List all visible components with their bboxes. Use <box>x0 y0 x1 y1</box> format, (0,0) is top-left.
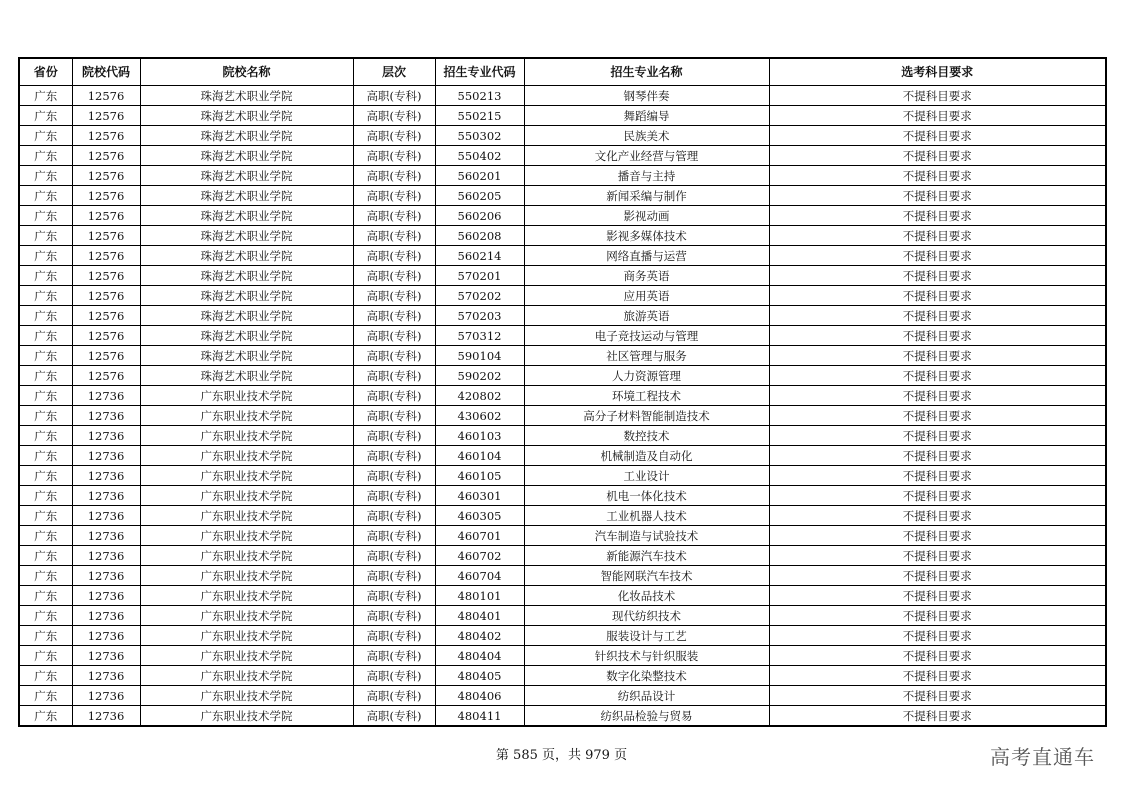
table-row <box>19 406 1106 426</box>
province-cell: 广东 <box>19 86 72 106</box>
major-code-cell: 460105 <box>435 466 524 486</box>
school-name-cell: 广东职业技术学院 <box>140 706 353 727</box>
level-cell: 高职(专科) <box>353 186 435 206</box>
school-name-cell: 珠海艺术职业学院 <box>140 106 353 126</box>
level-cell: 高职(专科) <box>353 166 435 186</box>
table-row <box>19 486 1106 506</box>
subject-requirement-cell: 不提科目要求 <box>769 426 1106 446</box>
subject-requirement-cell: 不提科目要求 <box>769 386 1106 406</box>
school-code-cell: 12736 <box>72 386 140 406</box>
major-code-cell: 560206 <box>435 206 524 226</box>
school-name-cell: 珠海艺术职业学院 <box>140 206 353 226</box>
table-row <box>19 586 1106 606</box>
level-cell: 高职(专科) <box>353 566 435 586</box>
major-code-cell: 480404 <box>435 646 524 666</box>
table-row <box>19 186 1106 206</box>
school-name-cell: 珠海艺术职业学院 <box>140 306 353 326</box>
school-name-cell: 珠海艺术职业学院 <box>140 126 353 146</box>
level-cell: 高职(专科) <box>353 486 435 506</box>
level-cell: 高职(专科) <box>353 646 435 666</box>
school-code-cell: 12736 <box>72 406 140 426</box>
table-row <box>19 306 1106 326</box>
school-code-cell: 12736 <box>72 686 140 706</box>
major-code-cell: 480405 <box>435 666 524 686</box>
major-name-cell: 纺织品检验与贸易 <box>524 706 769 727</box>
school-code-cell: 12576 <box>72 286 140 306</box>
province-cell: 广东 <box>19 106 72 126</box>
subject-requirement-cell: 不提科目要求 <box>769 506 1106 526</box>
table-row <box>19 286 1106 306</box>
major-name-cell: 影视多媒体技术 <box>524 226 769 246</box>
major-code-cell: 550213 <box>435 86 524 106</box>
subject-requirement-cell: 不提科目要求 <box>769 546 1106 566</box>
table-body <box>19 86 1106 727</box>
school-code-cell: 12576 <box>72 186 140 206</box>
level-cell: 高职(专科) <box>353 306 435 326</box>
province-cell: 广东 <box>19 166 72 186</box>
table-row <box>19 246 1106 266</box>
subject-requirement-cell: 不提科目要求 <box>769 286 1106 306</box>
major-code-cell: 460305 <box>435 506 524 526</box>
school-name-cell: 珠海艺术职业学院 <box>140 286 353 306</box>
school-name-cell: 广东职业技术学院 <box>140 626 353 646</box>
school-code-cell: 12736 <box>72 506 140 526</box>
subject-requirement-cell: 不提科目要求 <box>769 86 1106 106</box>
school-name-cell: 广东职业技术学院 <box>140 446 353 466</box>
province-cell: 广东 <box>19 346 72 366</box>
subject-requirement-cell: 不提科目要求 <box>769 246 1106 266</box>
level-cell: 高职(专科) <box>353 466 435 486</box>
province-cell: 广东 <box>19 406 72 426</box>
major-name-cell: 现代纺织技术 <box>524 606 769 626</box>
table-row <box>19 426 1106 446</box>
province-cell: 广东 <box>19 526 72 546</box>
province-cell: 广东 <box>19 266 72 286</box>
subject-requirement-cell: 不提科目要求 <box>769 266 1106 286</box>
subject-requirement-cell: 不提科目要求 <box>769 166 1106 186</box>
table-row <box>19 386 1106 406</box>
level-cell: 高职(专科) <box>353 406 435 426</box>
subject-requirement-cell: 不提科目要求 <box>769 106 1106 126</box>
major-code-cell: 550302 <box>435 126 524 146</box>
province-cell: 广东 <box>19 606 72 626</box>
school-name-cell: 广东职业技术学院 <box>140 526 353 546</box>
major-name-cell: 新闻采编与制作 <box>524 186 769 206</box>
major-code-cell: 570312 <box>435 326 524 346</box>
col-header-school-name: 院校名称 <box>140 58 353 86</box>
col-header-major-code: 招生专业代码 <box>435 58 524 86</box>
major-name-cell: 数控技术 <box>524 426 769 446</box>
level-cell: 高职(专科) <box>353 126 435 146</box>
province-cell: 广东 <box>19 326 72 346</box>
subject-requirement-cell: 不提科目要求 <box>769 466 1106 486</box>
major-name-cell: 人力资源管理 <box>524 366 769 386</box>
province-cell: 广东 <box>19 246 72 266</box>
major-code-cell: 570202 <box>435 286 524 306</box>
admissions-table <box>18 57 1107 727</box>
school-name-cell: 珠海艺术职业学院 <box>140 146 353 166</box>
school-name-cell: 珠海艺术职业学院 <box>140 86 353 106</box>
header-row <box>19 58 1106 86</box>
subject-requirement-cell: 不提科目要求 <box>769 346 1106 366</box>
table-row <box>19 606 1106 626</box>
subject-requirement-cell: 不提科目要求 <box>769 326 1106 346</box>
major-code-cell: 480406 <box>435 686 524 706</box>
school-code-cell: 12736 <box>72 486 140 506</box>
major-name-cell: 社区管理与服务 <box>524 346 769 366</box>
school-code-cell: 12736 <box>72 426 140 446</box>
major-code-cell: 420802 <box>435 386 524 406</box>
major-code-cell: 460301 <box>435 486 524 506</box>
major-code-cell: 460104 <box>435 446 524 466</box>
subject-requirement-cell: 不提科目要求 <box>769 446 1106 466</box>
major-name-cell: 电子竞技运动与管理 <box>524 326 769 346</box>
table-row <box>19 146 1106 166</box>
level-cell: 高职(专科) <box>353 206 435 226</box>
major-name-cell: 民族美术 <box>524 126 769 146</box>
major-code-cell: 570201 <box>435 266 524 286</box>
school-code-cell: 12576 <box>72 326 140 346</box>
school-code-cell: 12736 <box>72 526 140 546</box>
subject-requirement-cell: 不提科目要求 <box>769 226 1106 246</box>
table-row <box>19 646 1106 666</box>
major-name-cell: 影视动画 <box>524 206 769 226</box>
school-name-cell: 广东职业技术学院 <box>140 386 353 406</box>
province-cell: 广东 <box>19 306 72 326</box>
subject-requirement-cell: 不提科目要求 <box>769 366 1106 386</box>
major-name-cell: 高分子材料智能制造技术 <box>524 406 769 426</box>
school-code-cell: 12576 <box>72 246 140 266</box>
major-name-cell: 环境工程技术 <box>524 386 769 406</box>
school-code-cell: 12576 <box>72 166 140 186</box>
table-row <box>19 706 1106 727</box>
page-number: 第 585 页，共 979 页 <box>495 748 628 763</box>
province-cell: 广东 <box>19 426 72 446</box>
school-code-cell: 12576 <box>72 366 140 386</box>
major-code-cell: 480401 <box>435 606 524 626</box>
province-cell: 广东 <box>19 686 72 706</box>
province-cell: 广东 <box>19 466 72 486</box>
subject-requirement-cell: 不提科目要求 <box>769 186 1106 206</box>
province-cell: 广东 <box>19 366 72 386</box>
level-cell: 高职(专科) <box>353 246 435 266</box>
school-code-cell: 12576 <box>72 306 140 326</box>
level-cell: 高职(专科) <box>353 686 435 706</box>
school-code-cell: 12736 <box>72 706 140 727</box>
major-name-cell: 播音与主持 <box>524 166 769 186</box>
table-row <box>19 466 1106 486</box>
col-header-subject-requirement: 选考科目要求 <box>769 58 1106 86</box>
major-name-cell: 服装设计与工艺 <box>524 626 769 646</box>
table-row <box>19 666 1106 686</box>
level-cell: 高职(专科) <box>353 366 435 386</box>
school-name-cell: 珠海艺术职业学院 <box>140 186 353 206</box>
major-name-cell: 化妆品技术 <box>524 586 769 606</box>
table-row <box>19 106 1106 126</box>
major-code-cell: 480101 <box>435 586 524 606</box>
major-code-cell: 590104 <box>435 346 524 366</box>
subject-requirement-cell: 不提科目要求 <box>769 606 1106 626</box>
major-code-cell: 460704 <box>435 566 524 586</box>
province-cell: 广东 <box>19 486 72 506</box>
school-name-cell: 珠海艺术职业学院 <box>140 326 353 346</box>
province-cell: 广东 <box>19 706 72 727</box>
level-cell: 高职(专科) <box>353 706 435 727</box>
school-name-cell: 广东职业技术学院 <box>140 466 353 486</box>
major-name-cell: 针织技术与针织服装 <box>524 646 769 666</box>
subject-requirement-cell: 不提科目要求 <box>769 526 1106 546</box>
table-row <box>19 266 1106 286</box>
col-header-major-name: 招生专业名称 <box>524 58 769 86</box>
major-code-cell: 590202 <box>435 366 524 386</box>
province-cell: 广东 <box>19 386 72 406</box>
major-code-cell: 460701 <box>435 526 524 546</box>
level-cell: 高职(专科) <box>353 526 435 546</box>
school-name-cell: 广东职业技术学院 <box>140 606 353 626</box>
major-code-cell: 570203 <box>435 306 524 326</box>
school-name-cell: 广东职业技术学院 <box>140 666 353 686</box>
table-row <box>19 366 1106 386</box>
province-cell: 广东 <box>19 666 72 686</box>
level-cell: 高职(专科) <box>353 446 435 466</box>
school-code-cell: 12576 <box>72 206 140 226</box>
table-row <box>19 506 1106 526</box>
level-cell: 高职(专科) <box>353 426 435 446</box>
school-code-cell: 12576 <box>72 346 140 366</box>
province-cell: 广东 <box>19 146 72 166</box>
province-cell: 广东 <box>19 226 72 246</box>
level-cell: 高职(专科) <box>353 266 435 286</box>
major-name-cell: 工业设计 <box>524 466 769 486</box>
major-name-cell: 商务英语 <box>524 266 769 286</box>
school-code-cell: 12576 <box>72 146 140 166</box>
school-name-cell: 珠海艺术职业学院 <box>140 226 353 246</box>
table-row <box>19 546 1106 566</box>
school-code-cell: 12736 <box>72 466 140 486</box>
major-code-cell: 460702 <box>435 546 524 566</box>
col-header-province: 省份 <box>19 58 72 86</box>
school-code-cell: 12576 <box>72 86 140 106</box>
level-cell: 高职(专科) <box>353 606 435 626</box>
major-code-cell: 560214 <box>435 246 524 266</box>
subject-requirement-cell: 不提科目要求 <box>769 406 1106 426</box>
subject-requirement-cell: 不提科目要求 <box>769 126 1106 146</box>
school-code-cell: 12576 <box>72 266 140 286</box>
major-name-cell: 智能网联汽车技术 <box>524 566 769 586</box>
table-row <box>19 226 1106 246</box>
school-name-cell: 广东职业技术学院 <box>140 586 353 606</box>
school-code-cell: 12736 <box>72 646 140 666</box>
subject-requirement-cell: 不提科目要求 <box>769 626 1106 646</box>
school-name-cell: 珠海艺术职业学院 <box>140 166 353 186</box>
level-cell: 高职(专科) <box>353 626 435 646</box>
subject-requirement-cell: 不提科目要求 <box>769 666 1106 686</box>
school-name-cell: 珠海艺术职业学院 <box>140 246 353 266</box>
level-cell: 高职(专科) <box>353 666 435 686</box>
province-cell: 广东 <box>19 126 72 146</box>
school-name-cell: 广东职业技术学院 <box>140 426 353 446</box>
table-row <box>19 526 1106 546</box>
major-name-cell: 纺织品设计 <box>524 686 769 706</box>
school-name-cell: 广东职业技术学院 <box>140 546 353 566</box>
school-name-cell: 广东职业技术学院 <box>140 506 353 526</box>
subject-requirement-cell: 不提科目要求 <box>769 646 1106 666</box>
level-cell: 高职(专科) <box>353 86 435 106</box>
major-name-cell: 机电一体化技术 <box>524 486 769 506</box>
school-code-cell: 12736 <box>72 586 140 606</box>
school-name-cell: 珠海艺术职业学院 <box>140 346 353 366</box>
subject-requirement-cell: 不提科目要求 <box>769 486 1106 506</box>
table-row <box>19 566 1106 586</box>
province-cell: 广东 <box>19 446 72 466</box>
school-code-cell: 12576 <box>72 106 140 126</box>
major-code-cell: 560205 <box>435 186 524 206</box>
school-name-cell: 广东职业技术学院 <box>140 566 353 586</box>
school-name-cell: 珠海艺术职业学院 <box>140 366 353 386</box>
province-cell: 广东 <box>19 566 72 586</box>
school-code-cell: 12736 <box>72 606 140 626</box>
subject-requirement-cell: 不提科目要求 <box>769 586 1106 606</box>
major-name-cell: 数字化染整技术 <box>524 666 769 686</box>
province-cell: 广东 <box>19 186 72 206</box>
level-cell: 高职(专科) <box>353 586 435 606</box>
school-name-cell: 广东职业技术学院 <box>140 486 353 506</box>
subject-requirement-cell: 不提科目要求 <box>769 206 1106 226</box>
major-name-cell: 机械制造及自动化 <box>524 446 769 466</box>
school-name-cell: 珠海艺术职业学院 <box>140 266 353 286</box>
province-cell: 广东 <box>19 646 72 666</box>
table-row <box>19 446 1106 466</box>
level-cell: 高职(专科) <box>353 506 435 526</box>
subject-requirement-cell: 不提科目要求 <box>769 306 1106 326</box>
major-name-cell: 钢琴伴奏 <box>524 86 769 106</box>
major-name-cell: 应用英语 <box>524 286 769 306</box>
major-name-cell: 网络直播与运营 <box>524 246 769 266</box>
major-name-cell: 汽车制造与试验技术 <box>524 526 769 546</box>
major-code-cell: 430602 <box>435 406 524 426</box>
school-code-cell: 12736 <box>72 666 140 686</box>
school-code-cell: 12576 <box>72 226 140 246</box>
major-code-cell: 460103 <box>435 426 524 446</box>
province-cell: 广东 <box>19 206 72 226</box>
province-cell: 广东 <box>19 506 72 526</box>
table-row <box>19 626 1106 646</box>
school-code-cell: 12736 <box>72 546 140 566</box>
major-code-cell: 550215 <box>435 106 524 126</box>
level-cell: 高职(专科) <box>353 386 435 406</box>
school-name-cell: 广东职业技术学院 <box>140 646 353 666</box>
level-cell: 高职(专科) <box>353 286 435 306</box>
school-code-cell: 12736 <box>72 446 140 466</box>
major-code-cell: 480411 <box>435 706 524 727</box>
watermark-logo-text: 高考直通车 <box>990 745 1095 769</box>
province-cell: 广东 <box>19 546 72 566</box>
province-cell: 广东 <box>19 286 72 306</box>
table-row <box>19 326 1106 346</box>
col-header-school-code: 院校代码 <box>72 58 140 86</box>
subject-requirement-cell: 不提科目要求 <box>769 146 1106 166</box>
major-code-cell: 550402 <box>435 146 524 166</box>
table-row <box>19 206 1106 226</box>
level-cell: 高职(专科) <box>353 346 435 366</box>
level-cell: 高职(专科) <box>353 226 435 246</box>
subject-requirement-cell: 不提科目要求 <box>769 706 1106 727</box>
level-cell: 高职(专科) <box>353 146 435 166</box>
table-row <box>19 686 1106 706</box>
table-row <box>19 346 1106 366</box>
subject-requirement-cell: 不提科目要求 <box>769 566 1106 586</box>
major-name-cell: 新能源汽车技术 <box>524 546 769 566</box>
level-cell: 高职(专科) <box>353 326 435 346</box>
table-row <box>19 86 1106 106</box>
major-code-cell: 560208 <box>435 226 524 246</box>
province-cell: 广东 <box>19 626 72 646</box>
province-cell: 广东 <box>19 586 72 606</box>
major-name-cell: 舞蹈编导 <box>524 106 769 126</box>
school-code-cell: 12576 <box>72 126 140 146</box>
major-code-cell: 560201 <box>435 166 524 186</box>
major-name-cell: 工业机器人技术 <box>524 506 769 526</box>
major-name-cell: 旅游英语 <box>524 306 769 326</box>
school-code-cell: 12736 <box>72 626 140 646</box>
major-name-cell: 文化产业经营与管理 <box>524 146 769 166</box>
level-cell: 高职(专科) <box>353 106 435 126</box>
major-code-cell: 480402 <box>435 626 524 646</box>
table-row <box>19 166 1106 186</box>
level-cell: 高职(专科) <box>353 546 435 566</box>
school-name-cell: 广东职业技术学院 <box>140 406 353 426</box>
subject-requirement-cell: 不提科目要求 <box>769 686 1106 706</box>
col-header-level: 层次 <box>353 58 435 86</box>
school-name-cell: 广东职业技术学院 <box>140 686 353 706</box>
school-code-cell: 12736 <box>72 566 140 586</box>
table-row <box>19 126 1106 146</box>
